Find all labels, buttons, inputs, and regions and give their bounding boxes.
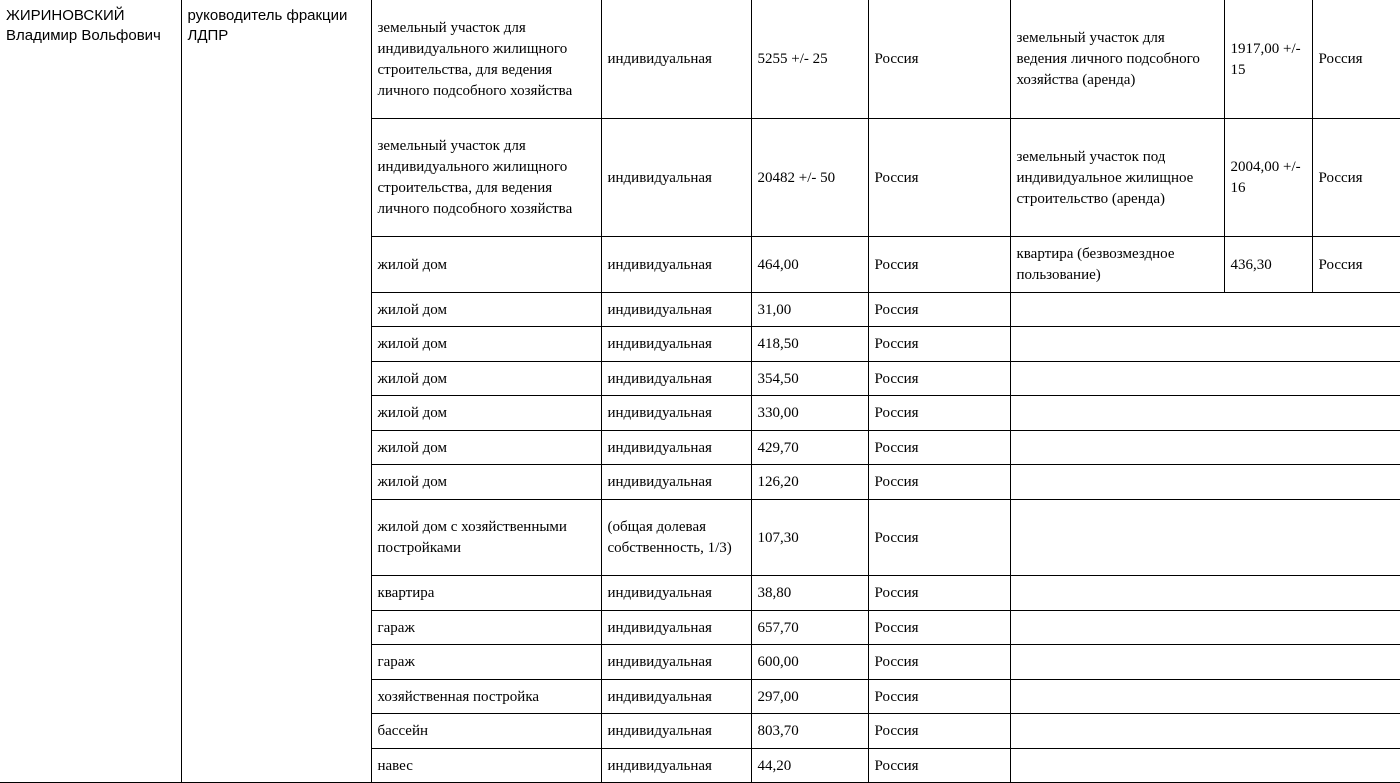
used-property-empty-cell: [1010, 395, 1400, 430]
owned-property-ownership: индивидуальная: [601, 395, 751, 430]
owned-property-area: 803,70: [751, 713, 868, 748]
owned-property-area: 20482 +/- 50: [751, 118, 868, 236]
owned-property-type: гараж: [371, 610, 601, 644]
used-property-type: квартира (безвозмездное пользование): [1010, 236, 1224, 292]
used-property-empty-cell: [1010, 575, 1400, 610]
owned-property-area: 297,00: [751, 679, 868, 713]
owned-property-ownership: индивидуальная: [601, 292, 751, 326]
used-property-type: земельный участок для ведения личного подсобного хозяйства (аренда): [1010, 0, 1224, 118]
owned-property-country: Россия: [868, 575, 1010, 610]
owned-property-country: Россия: [868, 499, 1010, 575]
owned-property-area: 38,80: [751, 575, 868, 610]
owned-property-type: жилой дом: [371, 361, 601, 395]
used-property-empty-cell: [1010, 361, 1400, 395]
owned-property-ownership: индивидуальная: [601, 361, 751, 395]
used-property-empty-cell: [1010, 430, 1400, 464]
owned-property-area: 5255 +/- 25: [751, 0, 868, 118]
owned-property-type: земельный участок для индивидуального жилищного строительства, для ведения личного подсобного хозяйства: [371, 0, 601, 118]
owned-property-area: 600,00: [751, 644, 868, 679]
owned-property-country: Россия: [868, 713, 1010, 748]
owned-property-country: Россия: [868, 679, 1010, 713]
used-property-empty-cell: [1010, 499, 1400, 575]
owned-property-country: Россия: [868, 292, 1010, 326]
owned-property-country: Россия: [868, 430, 1010, 464]
official-position: руководитель фракции ЛДПР: [181, 0, 371, 782]
owned-property-country: Россия: [868, 464, 1010, 499]
owned-property-country: Россия: [868, 610, 1010, 644]
owned-property-area: 354,50: [751, 361, 868, 395]
owned-property-area: 107,30: [751, 499, 868, 575]
owned-property-area: 330,00: [751, 395, 868, 430]
used-property-country: Россия: [1312, 0, 1400, 118]
used-property-empty-cell: [1010, 644, 1400, 679]
used-property-area: 436,30: [1224, 236, 1312, 292]
owned-property-ownership: индивидуальная: [601, 713, 751, 748]
used-property-empty-cell: [1010, 713, 1400, 748]
owned-property-country: Россия: [868, 326, 1010, 361]
owned-property-area: 464,00: [751, 236, 868, 292]
owned-property-type: квартира: [371, 575, 601, 610]
used-property-country: Россия: [1312, 236, 1400, 292]
official-given-names: Владимир Вольфович: [6, 27, 161, 44]
table-row: [0, 0, 1400, 118]
used-property-empty-cell: [1010, 748, 1400, 782]
used-property-empty-cell: [1010, 292, 1400, 326]
owned-property-country: Россия: [868, 118, 1010, 236]
owned-property-ownership: индивидуальная: [601, 430, 751, 464]
owned-property-ownership: (общая долевая собственность, 1/3): [601, 499, 751, 575]
owned-property-country: Россия: [868, 644, 1010, 679]
used-property-empty-cell: [1010, 326, 1400, 361]
owned-property-ownership: индивидуальная: [601, 644, 751, 679]
owned-property-country: Россия: [868, 361, 1010, 395]
official-name-cell: [0, 0, 181, 782]
owned-property-ownership: индивидуальная: [601, 118, 751, 236]
owned-property-country: Россия: [868, 236, 1010, 292]
used-property-type: земельный участок под индивидуальное жилищное строительство (аренда): [1010, 118, 1224, 236]
owned-property-ownership: индивидуальная: [601, 748, 751, 782]
used-property-area: 1917,00 +/- 15: [1224, 0, 1312, 118]
owned-property-area: 657,70: [751, 610, 868, 644]
owned-property-ownership: индивидуальная: [601, 326, 751, 361]
used-property-empty-cell: [1010, 464, 1400, 499]
owned-property-type: жилой дом: [371, 464, 601, 499]
owned-property-area: 418,50: [751, 326, 868, 361]
owned-property-type: жилой дом: [371, 430, 601, 464]
owned-property-ownership: индивидуальная: [601, 464, 751, 499]
owned-property-type: жилой дом: [371, 326, 601, 361]
owned-property-area: 44,20: [751, 748, 868, 782]
owned-property-ownership: индивидуальная: [601, 0, 751, 118]
owned-property-type: жилой дом: [371, 292, 601, 326]
owned-property-type: бассейн: [371, 713, 601, 748]
owned-property-type: хозяйственная постройка: [371, 679, 601, 713]
owned-property-ownership: индивидуальная: [601, 236, 751, 292]
used-property-country: Россия: [1312, 118, 1400, 236]
used-property-empty-cell: [1010, 610, 1400, 644]
owned-property-type: жилой дом: [371, 395, 601, 430]
official-surname: ЖИРИНОВСКИЙ: [6, 7, 125, 24]
owned-property-type: жилой дом: [371, 236, 601, 292]
owned-property-country: Россия: [868, 395, 1010, 430]
owned-property-area: 429,70: [751, 430, 868, 464]
owned-property-country: Россия: [868, 0, 1010, 118]
owned-property-country: Россия: [868, 748, 1010, 782]
used-property-area: 2004,00 +/- 16: [1224, 118, 1312, 236]
owned-property-ownership: индивидуальная: [601, 610, 751, 644]
owned-property-area: 31,00: [751, 292, 868, 326]
owned-property-type: жилой дом с хозяйственными постройками: [371, 499, 601, 575]
owned-property-area: 126,20: [751, 464, 868, 499]
owned-property-type: земельный участок для индивидуального жилищного строительства, для ведения личного подсобного хозяйства: [371, 118, 601, 236]
owned-property-ownership: индивидуальная: [601, 575, 751, 610]
owned-property-type: навес: [371, 748, 601, 782]
owned-property-ownership: индивидуальная: [601, 679, 751, 713]
owned-property-type: гараж: [371, 644, 601, 679]
used-property-empty-cell: [1010, 679, 1400, 713]
